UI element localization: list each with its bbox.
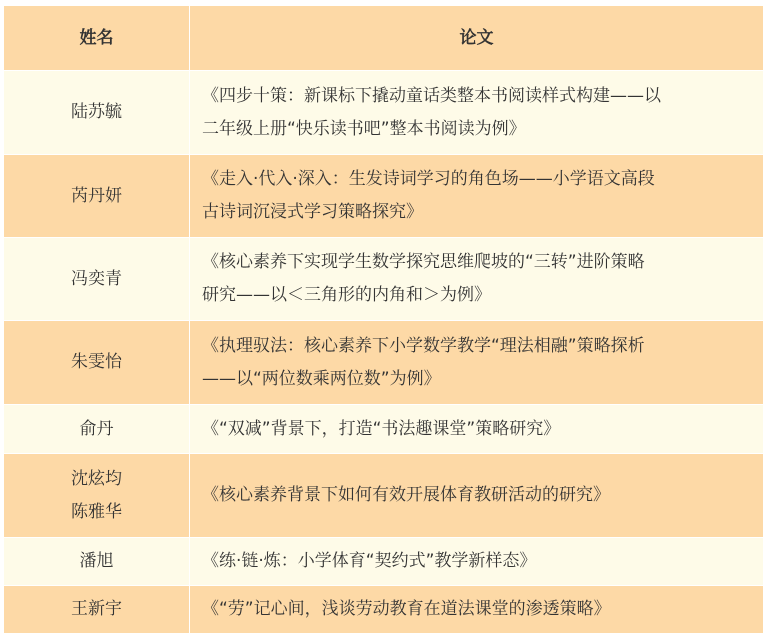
- paper-title-line: 《“劳”记心间，浅谈劳动教育在道法课堂的渗透策略》: [202, 599, 611, 619]
- author-cell: [4, 321, 190, 405]
- paper-cell: [190, 538, 764, 586]
- paper-title-line: 古诗词沉浸式学习策略探究》: [202, 202, 423, 222]
- paper-table: [3, 5, 764, 634]
- author-cell: [4, 155, 190, 238]
- table-row: [4, 454, 764, 538]
- header-name: 姓名: [4, 6, 190, 71]
- table-row: [4, 538, 764, 586]
- author-name: 芮丹妍: [71, 185, 122, 206]
- author-cell: [4, 454, 190, 538]
- paper-cell: [190, 155, 764, 238]
- paper-title-line: 《“双减”背景下，打造“书法趣课堂”策略研究》: [202, 418, 561, 439]
- header-paper: 论文: [190, 6, 764, 71]
- paper-title-line: ——以“两位数乘两位数”为例》: [202, 368, 441, 389]
- paper-title-line: 研究——以＜三角形的内角和＞为例》: [202, 285, 491, 305]
- table-row: [4, 238, 764, 321]
- paper-title-line: 《核心素养下实现学生数学探究思维爬坡的“三转”进阶策略: [202, 252, 645, 272]
- paper-cell: [190, 405, 764, 454]
- paper-title-line: 《走入·代入·深入：生发诗词学习的角色场——小学语文高段: [202, 169, 655, 189]
- paper-title-line: 《四步十策：新课标下撬动童话类整本书阅读样式构建——以: [202, 85, 661, 106]
- paper-cell: [190, 71, 764, 155]
- author-name: 沈炫均: [71, 468, 122, 489]
- author-name: 陈雅华: [71, 501, 122, 522]
- paper-title-line: 《练·链·炼：小学体育“契约式”教学新样态》: [202, 551, 537, 571]
- author-name: 陆苏毓: [71, 102, 122, 122]
- author-name: 冯奕青: [71, 268, 122, 289]
- paper-cell: [190, 454, 764, 538]
- author-cell: [4, 238, 190, 321]
- paper-cell: [190, 238, 764, 321]
- author-cell: [4, 538, 190, 586]
- author-name: 潘旭: [79, 551, 114, 571]
- table-header-row: [4, 6, 764, 71]
- paper-cell: [190, 321, 764, 405]
- table-row: [4, 321, 764, 405]
- author-cell: [4, 586, 190, 634]
- author-cell: [4, 71, 190, 155]
- table-row: [4, 586, 764, 634]
- table-row: [4, 155, 764, 238]
- paper-title-line: 《核心素养背景下如何有效开展体育教研活动的研究》: [202, 485, 610, 505]
- author-cell: [4, 405, 190, 454]
- author-name: 朱雯怡: [71, 352, 122, 372]
- table-row: [4, 71, 764, 155]
- table-row: [4, 405, 764, 454]
- paper-cell: [190, 586, 764, 634]
- paper-title-line: 《执理驭法：核心素养下小学数学教学“理法相融”策略探析: [202, 335, 645, 356]
- paper-title-line: 二年级上册“快乐读书吧”整本书阅读为例》: [202, 118, 526, 139]
- paper-table-container: [3, 5, 763, 634]
- author-name: 俞丹: [79, 418, 114, 439]
- author-name: 王新宇: [71, 599, 122, 619]
